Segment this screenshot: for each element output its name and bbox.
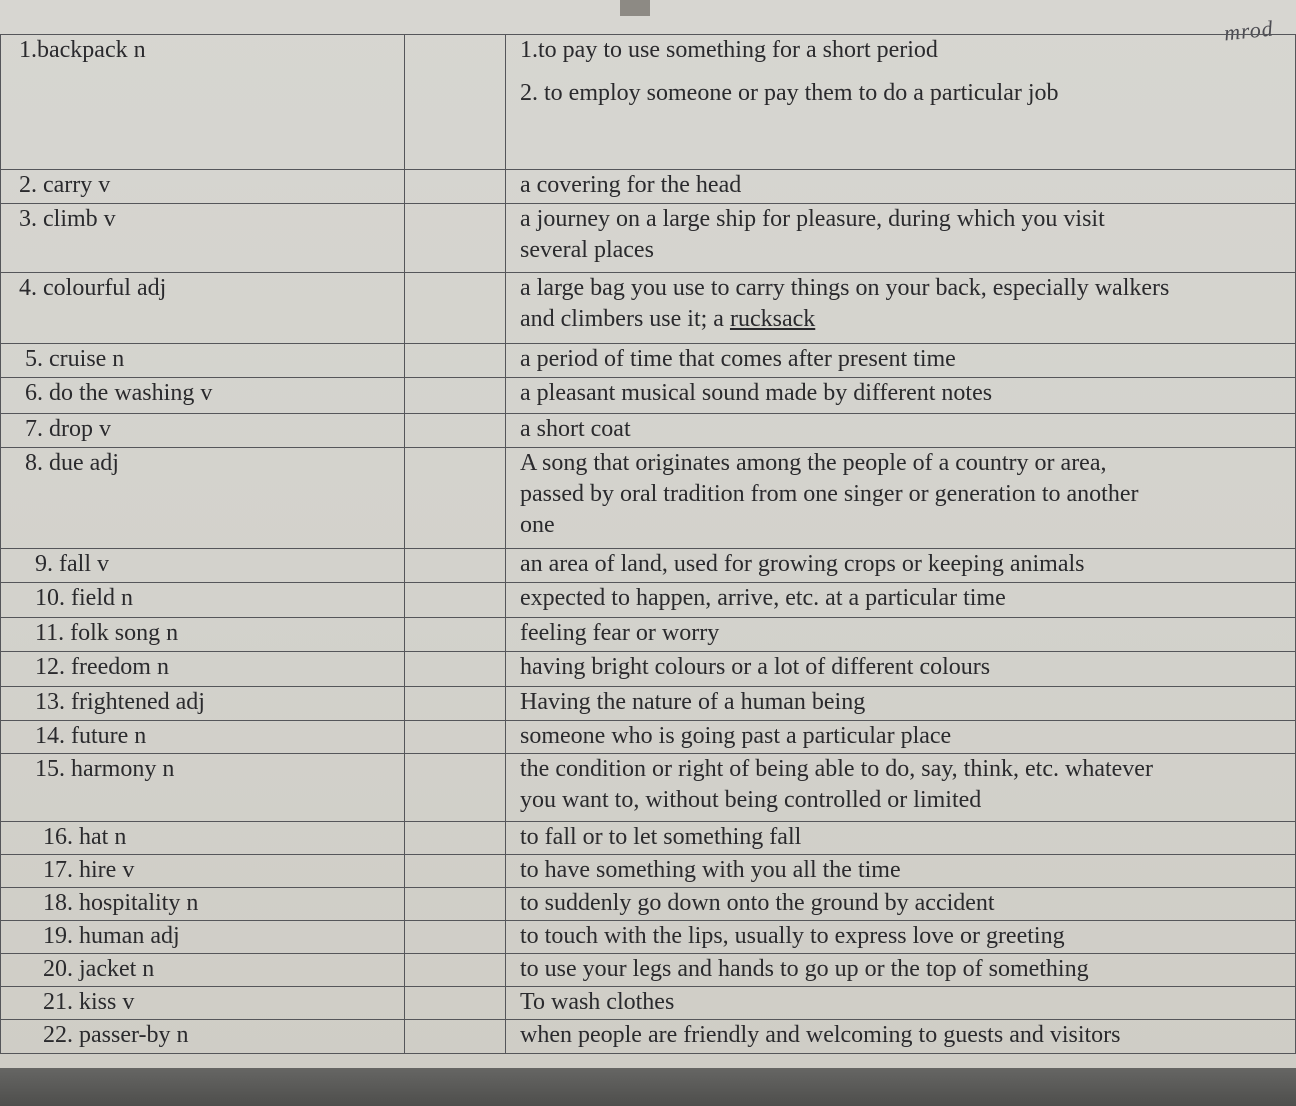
word-cell xyxy=(1,1020,405,1054)
definition-line: to suddenly go down onto the ground by accident xyxy=(520,890,995,916)
answer-blank-cell xyxy=(405,888,506,921)
word-label: 6. do the washing v xyxy=(25,380,213,406)
answer-blank-cell xyxy=(405,921,506,954)
word-cell xyxy=(1,35,405,170)
definition-cell xyxy=(506,822,1296,855)
definition-line: a period of time that comes after present time xyxy=(520,346,956,372)
definition-line: and climbers use it; a rucksack xyxy=(520,306,816,332)
table-row xyxy=(1,583,1296,618)
definition-line: to use your legs and hands to go up or the top of something xyxy=(520,956,1089,982)
word-cell xyxy=(1,687,405,721)
definition-cell xyxy=(506,35,1296,170)
vocabulary-rows xyxy=(1,35,1296,1054)
definition-cell xyxy=(506,954,1296,987)
definition-line: someone who is going past a particular place xyxy=(520,723,952,749)
answer-blank-cell xyxy=(405,618,506,652)
word-cell xyxy=(1,618,405,652)
word-label: 19. human adj xyxy=(43,923,180,949)
answer-blank-cell xyxy=(405,273,506,344)
word-label: 14. future n xyxy=(35,723,147,749)
word-cell xyxy=(1,204,405,273)
definition-line: the condition or right of being able to do, say, think, etc. whatever xyxy=(520,756,1153,782)
word-cell xyxy=(1,822,405,855)
definition-line: an area of land, used for growing crops or keeping animals xyxy=(520,551,1085,577)
word-label: 4. colourful adj xyxy=(19,275,167,301)
word-label: 11. folk song n xyxy=(35,620,179,646)
answer-blank-cell xyxy=(405,855,506,888)
definition-cell xyxy=(506,204,1296,273)
definition-line: when people are friendly and welcoming to guests and visitors xyxy=(520,1022,1121,1048)
definition-line: A song that originates among the people of a country or area, xyxy=(520,450,1107,476)
word-cell xyxy=(1,954,405,987)
definition-gap xyxy=(520,66,1295,78)
table-row xyxy=(1,888,1296,921)
definition-line: Having the nature of a human being xyxy=(520,689,866,715)
definition-cell xyxy=(506,754,1296,822)
table-row xyxy=(1,35,1296,170)
table-row xyxy=(1,921,1296,954)
word-label: 1.backpack n xyxy=(19,37,146,63)
word-label: 22. passer-by n xyxy=(43,1022,189,1048)
handwritten-note: mrod xyxy=(1223,15,1276,46)
definition-line: one xyxy=(520,512,555,538)
word-label: 7. drop v xyxy=(25,416,111,442)
definition-line: expected to happen, arrive, etc. at a particular time xyxy=(520,585,1006,611)
word-cell xyxy=(1,855,405,888)
definition-line: to touch with the lips, usually to express love or greeting xyxy=(520,923,1065,949)
word-label: 3. climb v xyxy=(19,206,116,232)
definition-cell xyxy=(506,987,1296,1020)
page-shadow xyxy=(620,0,650,16)
answer-blank-cell xyxy=(405,687,506,721)
definition-cell xyxy=(506,855,1296,888)
definition-cell xyxy=(506,273,1296,344)
table-row xyxy=(1,855,1296,888)
word-label: 5. cruise n xyxy=(25,346,125,372)
definition-line: a large bag you use to carry things on your back, especially walkers xyxy=(520,275,1170,301)
table-row xyxy=(1,754,1296,822)
table-row xyxy=(1,170,1296,204)
definition-line: 1.to pay to use something for a short period xyxy=(520,37,938,63)
table-row xyxy=(1,414,1296,448)
definition-cell xyxy=(506,549,1296,583)
definition-cell xyxy=(506,618,1296,652)
definition-cell xyxy=(506,583,1296,618)
definition-cell xyxy=(506,921,1296,954)
definition-cell xyxy=(506,1020,1296,1054)
word-cell xyxy=(1,721,405,754)
vocabulary-table xyxy=(0,34,1296,1054)
word-cell xyxy=(1,273,405,344)
definition-line: a short coat xyxy=(520,416,631,442)
word-label: 16. hat n xyxy=(43,824,127,850)
table-row xyxy=(1,652,1296,687)
answer-blank-cell xyxy=(405,344,506,378)
definition-line: having bright colours or a lot of different colours xyxy=(520,654,991,680)
answer-blank-cell xyxy=(405,652,506,687)
definition-line: feeling fear or worry xyxy=(520,620,720,646)
answer-blank-cell xyxy=(405,1020,506,1054)
definition-line: several places xyxy=(520,237,654,263)
word-label: 21. kiss v xyxy=(43,989,135,1015)
definition-cell xyxy=(506,448,1296,549)
word-cell xyxy=(1,888,405,921)
word-label: 9. fall v xyxy=(35,551,109,577)
table-row xyxy=(1,1020,1296,1054)
answer-blank-cell xyxy=(405,448,506,549)
word-cell xyxy=(1,414,405,448)
word-label: 20. jacket n xyxy=(43,956,155,982)
definition-line: a covering for the head xyxy=(520,172,742,198)
underlined-word: rucksack xyxy=(729,306,816,332)
word-label: 8. due adj xyxy=(25,450,119,476)
word-cell xyxy=(1,170,405,204)
table-row xyxy=(1,822,1296,855)
vocabulary-table-wrap xyxy=(0,34,1290,1068)
table-row xyxy=(1,344,1296,378)
table-row xyxy=(1,954,1296,987)
word-cell xyxy=(1,652,405,687)
definition-cell xyxy=(506,344,1296,378)
word-label: 13. frightened adj xyxy=(35,689,205,715)
definition-line: you want to, without being controlled or limited xyxy=(520,787,982,813)
answer-blank-cell xyxy=(405,170,506,204)
table-row xyxy=(1,618,1296,652)
table-row xyxy=(1,987,1296,1020)
word-cell xyxy=(1,378,405,414)
definition-line: to have something with you all the time xyxy=(520,857,901,883)
word-cell xyxy=(1,754,405,822)
answer-blank-cell xyxy=(405,954,506,987)
answer-blank-cell xyxy=(405,987,506,1020)
definition-cell xyxy=(506,378,1296,414)
table-row xyxy=(1,549,1296,583)
table-row xyxy=(1,721,1296,754)
table-row xyxy=(1,273,1296,344)
word-cell xyxy=(1,987,405,1020)
answer-blank-cell xyxy=(405,822,506,855)
word-label: 17. hire v xyxy=(43,857,135,883)
answer-blank-cell xyxy=(405,549,506,583)
answer-blank-cell xyxy=(405,378,506,414)
definition-cell xyxy=(506,652,1296,687)
definition-line: To wash clothes xyxy=(520,989,675,1015)
table-row xyxy=(1,204,1296,273)
definition-line: 2. to employ someone or pay them to do a particular job xyxy=(520,80,1059,106)
word-cell xyxy=(1,583,405,618)
answer-blank-cell xyxy=(405,414,506,448)
definition-line: a journey on a large ship for pleasure, during which you visit xyxy=(520,206,1105,232)
bottom-edge xyxy=(0,1068,1296,1106)
table-row xyxy=(1,448,1296,549)
table-row xyxy=(1,687,1296,721)
word-label: 10. field n xyxy=(35,585,133,611)
table-row xyxy=(1,378,1296,414)
definition-line: a pleasant musical sound made by different notes xyxy=(520,380,993,406)
answer-blank-cell xyxy=(405,721,506,754)
definition-cell xyxy=(506,414,1296,448)
word-label: 2. carry v xyxy=(19,172,111,198)
word-label: 12. freedom n xyxy=(35,654,169,680)
word-cell xyxy=(1,344,405,378)
answer-blank-cell xyxy=(405,35,506,170)
definition-cell xyxy=(506,721,1296,754)
definition-line: to fall or to let something fall xyxy=(520,824,802,850)
answer-blank-cell xyxy=(405,204,506,273)
answer-blank-cell xyxy=(405,583,506,618)
answer-blank-cell xyxy=(405,754,506,822)
definition-cell xyxy=(506,888,1296,921)
word-cell xyxy=(1,549,405,583)
definition-cell xyxy=(506,170,1296,204)
word-cell xyxy=(1,448,405,549)
word-label: 18. hospitality n xyxy=(43,890,199,916)
word-label: 15. harmony n xyxy=(35,756,175,782)
word-cell xyxy=(1,921,405,954)
definition-line: passed by oral tradition from one singer or generation to another xyxy=(520,481,1139,507)
definition-cell xyxy=(506,687,1296,721)
